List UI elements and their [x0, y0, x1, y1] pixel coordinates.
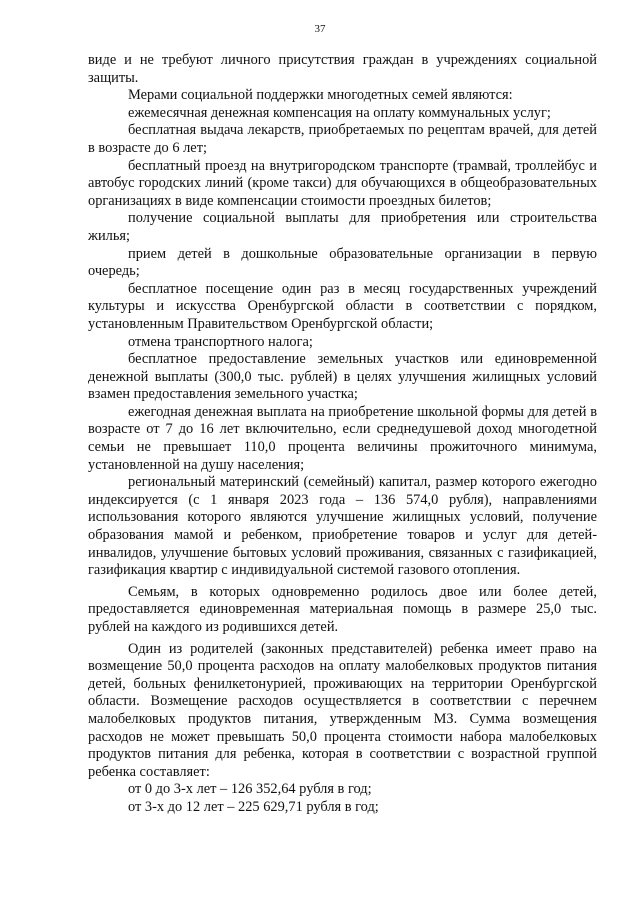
- list-item-transport-tax: отмена транспортного налога;: [128, 333, 313, 350]
- list-item-housing: получение социальной выплаты для приобретения или строительства жилья;: [88, 210, 597, 244]
- document-body: [88, 52, 597, 817]
- paragraph-measures-heading: Мерами социальной поддержки многодетных семей являются:: [128, 87, 513, 104]
- list-item-land: бесплатное предоставление земельных участков или единовременной денежной выплаты (300,0 тыс. рублей) в целях улучшения жилищных условий взамен предоставления земельного участка;: [88, 351, 597, 403]
- paragraph-intro: виде и не требуют личного присутствия граждан в учреждениях социальной защиты.: [88, 52, 597, 86]
- list-item-preschool: прием детей в дошкольные образовательные организации в первую очередь;: [88, 245, 597, 280]
- list-item-utilities: ежемесячная денежная компенсация на оплату коммунальных услуг;: [128, 104, 551, 121]
- list-item-culture: бесплатное посещение один раз в месяц государственных учреждений культуры и искусства Оренбургской области в соответствии с порядком, установленным Правительством Оренбургской области;: [88, 280, 597, 332]
- list-item-age-0-3: от 0 до 3-х лет – 126 352,64 рубля в год;: [128, 781, 372, 798]
- list-item-medicines: бесплатная выдача лекарств, приобретаемых по рецептам врачей, для детей в возрасте до 6 лет;: [88, 122, 597, 156]
- list-item-maternity-capital: региональный материнский (семейный) капитал, размер которого ежегодно индексируется (с 1 января 2023 года – 136 574,0 рубля), направлениями использования которого являются улучшение жилищных условий, получение образования мамой и ребенком, приобретение товаров и услуг для детей-инвалидов, улучшение бытовых условий проживания, связанных с газификацией, газификация квартир с индивидуальной системой газового отопления.: [88, 474, 597, 579]
- list-item-school-uniform: ежегодная денежная выплата на приобретение школьной формы для детей в возрасте от 7 до 16 лет включительно, если среднедушевой доход многодетной семьи не превышает 110,0 процента величины прожиточного минимума, установленной на душу населения;: [88, 403, 597, 473]
- list-item-transport: бесплатный проезд на внутригородском транспорте (трамвай, троллейбус и автобус городских линий (кроме такси) для обучающихся в общеобразовательных организациях в виде компенсации стоимости проездных билетов;: [88, 157, 597, 209]
- page-number: 37: [314, 23, 326, 35]
- paragraph-phenylketonuria: Один из родителей (законных представителей) ребенка имеет право на возмещение 50,0 процента расходов на оплату малобелковых продуктов питания детей, больных фенилкетонурией, проживающих на территории Оренбургской области. Возмещение расходов осуществляется в соответствии с перечнем малобелковых продуктов питания, утвержденным МЗ. Сумма возмещения расходов не может превышать 50,0 процента стоимости набора малобелковых продуктов питания для ребенка, которая в соответствии с возрастной группой ребенка составляет:: [88, 640, 597, 780]
- list-item-age-3-12: от 3-х до 12 лет – 225 629,71 рубля в год;: [128, 798, 379, 815]
- paragraph-multiple-births: Семьям, в которых одновременно родилось двое или более детей, предоставляется единовременная материальная помощь в размере 25,0 тыс. рублей на каждого из родившихся детей.: [88, 583, 597, 635]
